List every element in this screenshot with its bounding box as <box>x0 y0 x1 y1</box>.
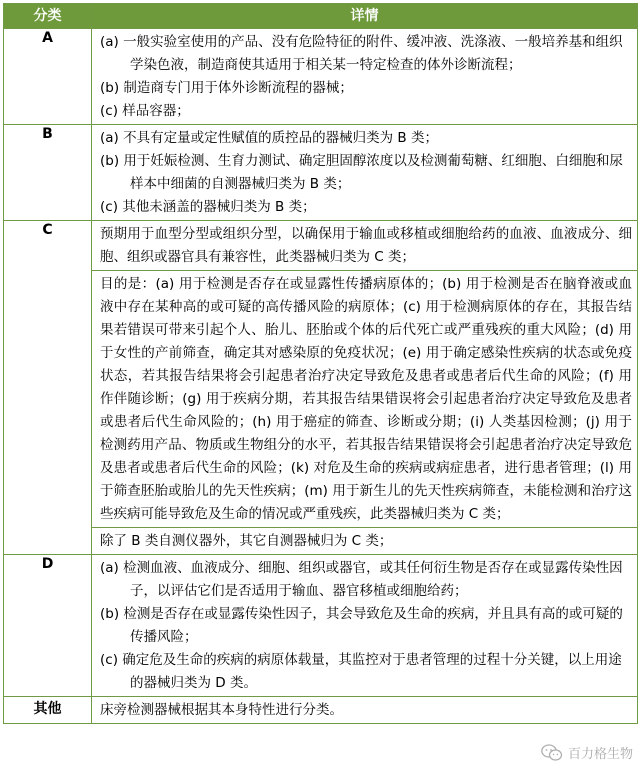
table-row <box>4 221 638 271</box>
list-item: (c) 其他未涵盖的器械归类为 B 类； <box>100 199 316 215</box>
list-item: (a) 不具有定量或定性赋值的质控品的器械归类为 B 类； <box>100 130 438 146</box>
table-row <box>4 555 638 697</box>
paragraph: 预期用于血型分型或组织分型，以确保用于输血或移植或细胞给药的血液、血液成分、细胞、组织或器官具有兼容性，此类器械归类为 C 类； <box>100 226 632 265</box>
table-row <box>4 125 638 221</box>
details-cell <box>92 29 638 125</box>
watermark-text: 百力格生物 <box>567 747 633 762</box>
details-cell <box>92 555 638 697</box>
details-cell <box>92 528 638 555</box>
table-header-row <box>4 4 638 29</box>
category-cell: D <box>4 555 92 697</box>
watermark <box>541 743 633 762</box>
header-details: 详情 <box>92 4 638 29</box>
paragraph: 目的是：(a) 用于检测是否存在或显露性传播病原体的；(b) 用于检测是否在脑脊液或血液中存在某种高的或可疑的高传播风险的病原体；(c) 用于检测病原体的存在，其报告结果若错误可带来引起个人、胎儿、胚胎或个体的后代死亡或严重残疾的重大风险；(d) 用于女性的产前筛查，确定其对感染原的免疫状况；(e) 用于确定感染性疾病的状态或免疫状态，若其报告结果将会引起患者治疗决定导致危及患者或患者后代生命的风险；(f) 用作伴随诊断；(g) 用于疾病分期，若其报告结果错误将会引起患者治疗决定导致危及患者或患者后代生命风险的；(h) 用于癌症的筛查、诊断或分期；(i) 人类基因检测；(j) 用于检测药用产品、物质或生物组分的水平，若其报告结果错误将会引起患者治疗决定导致危及患者或患者后代生命的风险；(k) 对危及生命的疾病或病症患者，进行患者管理；(l) 用于筛查胚胎或胎儿的先天性疾病；(m) 用于新生儿的先天性疾病筛查，未能检测和治疗这些疾病可能导致危及生命的情况或严重残疾，此类器械归类为 C 类； <box>100 276 632 522</box>
paragraph: 床旁检测器械根据其本身特性进行分类。 <box>100 702 343 718</box>
details-cell <box>92 221 638 271</box>
category-cell: B <box>4 125 92 221</box>
table-row <box>4 697 638 724</box>
details-cell <box>92 271 638 528</box>
list-item: (b) 制造商专门用于体外诊断流程的器械； <box>100 80 353 96</box>
category-cell: A <box>4 29 92 125</box>
table-row <box>4 29 638 125</box>
paragraph: 除了 B 类自测仪器外，其它自测器械归为 C 类； <box>100 533 393 549</box>
list-item: (a) 检测血液、血液成分、细胞、组织或器官，或其任何衍生物是否存在或显露传染性因子，以评估它们是否适用于输血、器官移植或细胞给药； <box>100 560 623 599</box>
details-cell <box>92 697 638 724</box>
list-item: (c) 确定危及生命的疾病的病原体载量，其监控对于患者管理的过程十分关键，以上用途的器械归类为 D 类。 <box>100 652 622 691</box>
category-cell: C <box>4 221 92 555</box>
list-item: (b) 用于妊娠检测、生育力测试、确定胆固醇浓度以及检测葡萄糖、红细胞、白细胞和尿样本中细菌的自测器械归类为 B 类； <box>100 153 623 192</box>
header-category: 分类 <box>4 4 92 29</box>
list-item: (c) 样品容器； <box>100 103 190 119</box>
table-row <box>4 528 638 555</box>
classification-table <box>3 3 638 724</box>
wechat-icon <box>541 744 563 762</box>
category-cell: 其他 <box>4 697 92 724</box>
list-item: (a) 一般实验室使用的产品、没有危险特征的附件、缓冲液、洗涤液、一般培养基和组织学染色液，制造商使其适用于相关某一特定检查的体外诊断流程； <box>100 34 623 73</box>
list-item: (b) 检测是否存在或显露传染性因子，其会导致危及生命的疾病，并且具有高的或可疑的传播风险； <box>100 606 623 645</box>
table-row <box>4 271 638 528</box>
details-cell <box>92 125 638 221</box>
